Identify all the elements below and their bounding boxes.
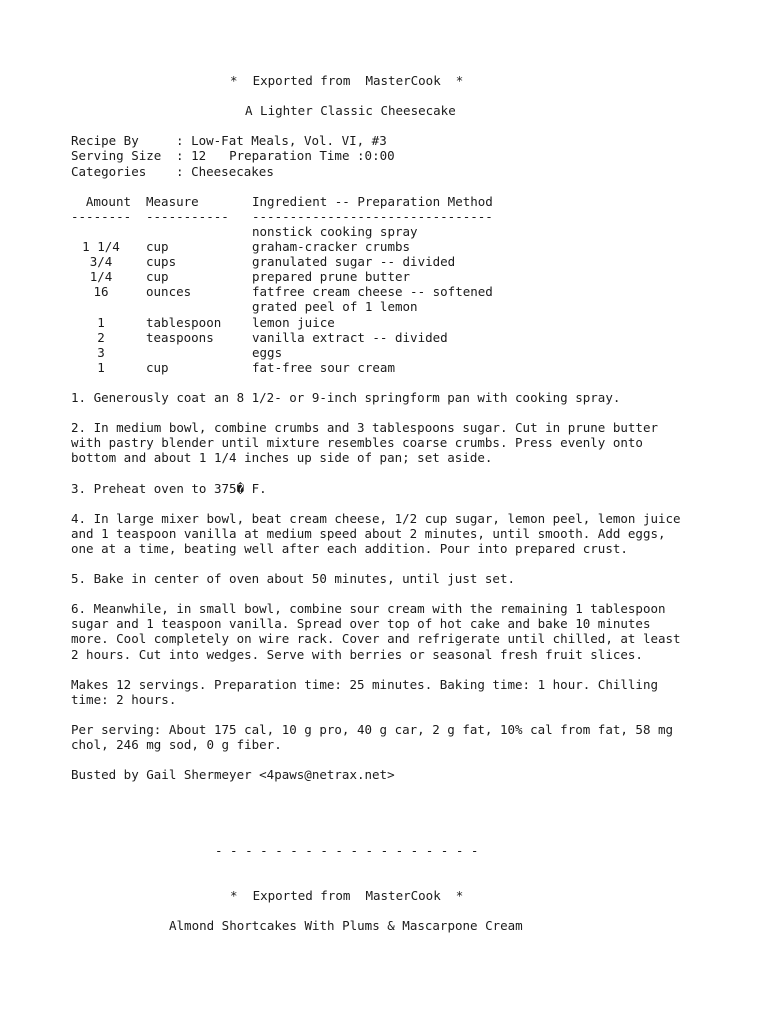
measure-header: Measure [146,193,199,209]
export-header: * Exported from MasterCook * [230,73,464,88]
ingredient-row [71,315,751,330]
ingredient-amount: 1 1/4 [82,239,120,255]
instruction-line: 2 hours. Cut into wedges. Serve with berries or seasonal fresh fruit slices. [71,646,643,662]
ingredient-name: graham-cracker crumbs [252,239,411,255]
ingredient-measure: teaspoons [146,329,214,345]
ingredient-measure: cup [146,359,169,375]
meta-label: Recipe By [71,133,139,149]
recipe-title-2: Almond Shortcakes With Plums & Mascarpone Cream [169,918,523,934]
amount-header: Amount [85,193,131,209]
ingredient-name: eggs [252,344,283,360]
ingredient-measure: cup [146,269,169,285]
ingredient-row [71,284,751,299]
meta-serving-size: Serving Size : 12 Preparation Time :0:00 [71,148,395,164]
meta-value: 0:00 [364,148,395,164]
instruction-line: more. Cool completely on wire rack. Cover and refrigerate until chilled, at least [71,631,681,647]
ingredient-name: vanilla extract -- divided [252,329,448,345]
meta-label: Serving Size [71,148,162,164]
meta-recipe-by: Recipe By : Low-Fat Meals, Vol. VI, #3 [71,133,387,149]
ingredient-amount: 1 [97,314,105,330]
meta-label: Preparation Time [229,148,350,164]
ingredient-amount: 3 [97,344,105,360]
ingredient-measure: cup [146,239,169,255]
ingredient-row [71,254,751,269]
meta-value: Cheesecakes [191,163,274,179]
meta-categories: Categories : Cheesecakes [71,163,274,179]
export-header-2: * Exported from MasterCook * [230,888,464,904]
recipe-document [71,73,751,933]
ingredient-header: Ingredient -- Preparation Method [252,193,493,209]
ingredient-measure: ounces [146,284,192,300]
ingredient-measure: tablespoon [146,314,222,330]
meta-value: 12 [191,148,207,164]
ingredient-amount: 16 [93,284,109,300]
instruction-line: Makes 12 servings. Preparation time: 25 minutes. Baking time: 1 hour. Chilling [71,676,658,692]
instruction-line: bottom and about 1 1/4 inches up side of pan; set aside. [71,450,493,466]
ingredient-table-rule: -------- ----------- -------------------------------- [71,208,493,224]
ingredient-name: lemon juice [252,314,335,330]
ingredient-name: fatfree cream cheese -- softened [252,284,493,300]
instruction-line: Busted by Gail Shermeyer <4paws@netrax.net> [71,767,395,783]
instruction-line: 5. Bake in center of oven about 50 minutes, until just set. [71,571,516,587]
ingredient-name: fat-free sour cream [252,359,395,375]
ingredient-row [71,269,751,284]
instruction-line: 2. In medium bowl, combine crumbs and 3 tablespoons sugar. Cut in prune butter [71,420,658,436]
instructions [71,390,751,782]
ingredient-amount: 2 [97,329,105,345]
instruction-line: time: 2 hours. [71,691,177,707]
ingredient-name: granulated sugar -- divided [252,254,456,270]
ingredient-amount: 1 [97,359,105,375]
instruction-line: chol, 246 mg sod, 0 g fiber. [71,737,282,753]
ingredient-name: nonstick cooking spray [252,223,418,239]
instruction-line: 4. In large mixer bowl, beat cream cheese, 1/2 cup sugar, lemon peel, lemon juice [71,510,681,526]
recipe-title: A Lighter Classic Cheesecake [245,103,456,119]
ingredient-row [71,345,751,360]
instruction-line: 1. Generously coat an 8 1/2- or 9-inch springform pan with cooking spray. [71,389,621,405]
ingredient-amount: 1/4 [89,269,113,285]
ingredient-row [71,299,751,314]
instruction-line: one at a time, beating well after each addition. Pour into prepared crust. [71,540,628,556]
ingredient-row [71,330,751,345]
meta-label: Categories [71,163,147,179]
ingredient-row [71,224,751,239]
ingredient-amount: 3/4 [89,254,113,270]
ingredient-row [71,360,751,375]
instruction-line: 3. Preheat oven to 375� F. [71,480,267,496]
instruction-line: and 1 teaspoon vanilla at medium speed about 2 minutes, until smooth. Add eggs, [71,525,666,541]
ingredient-list [71,224,751,375]
ingredient-table-header [71,194,751,209]
instruction-line: with pastry blender until mixture resembles coarse crumbs. Press evenly onto [71,435,643,451]
instruction-line: Per serving: About 175 cal, 10 g pro, 40 g car, 2 g fat, 10% cal from fat, 58 mg [71,722,674,738]
ingredient-row [71,239,751,254]
ingredient-name: prepared prune butter [252,269,411,285]
ingredient-measure: cups [146,254,177,270]
meta-value: Low-Fat Meals, Vol. VI, #3 [191,133,387,149]
instruction-line: 6. Meanwhile, in small bowl, combine sour cream with the remaining 1 tablespoon [71,601,666,617]
ingredient-name: grated peel of 1 lemon [252,299,418,315]
instruction-line: sugar and 1 teaspoon vanilla. Spread over top of hot cake and bake 10 minutes [71,616,651,632]
recipe-separator: - - - - - - - - - - - - - - - - - - [215,842,479,858]
